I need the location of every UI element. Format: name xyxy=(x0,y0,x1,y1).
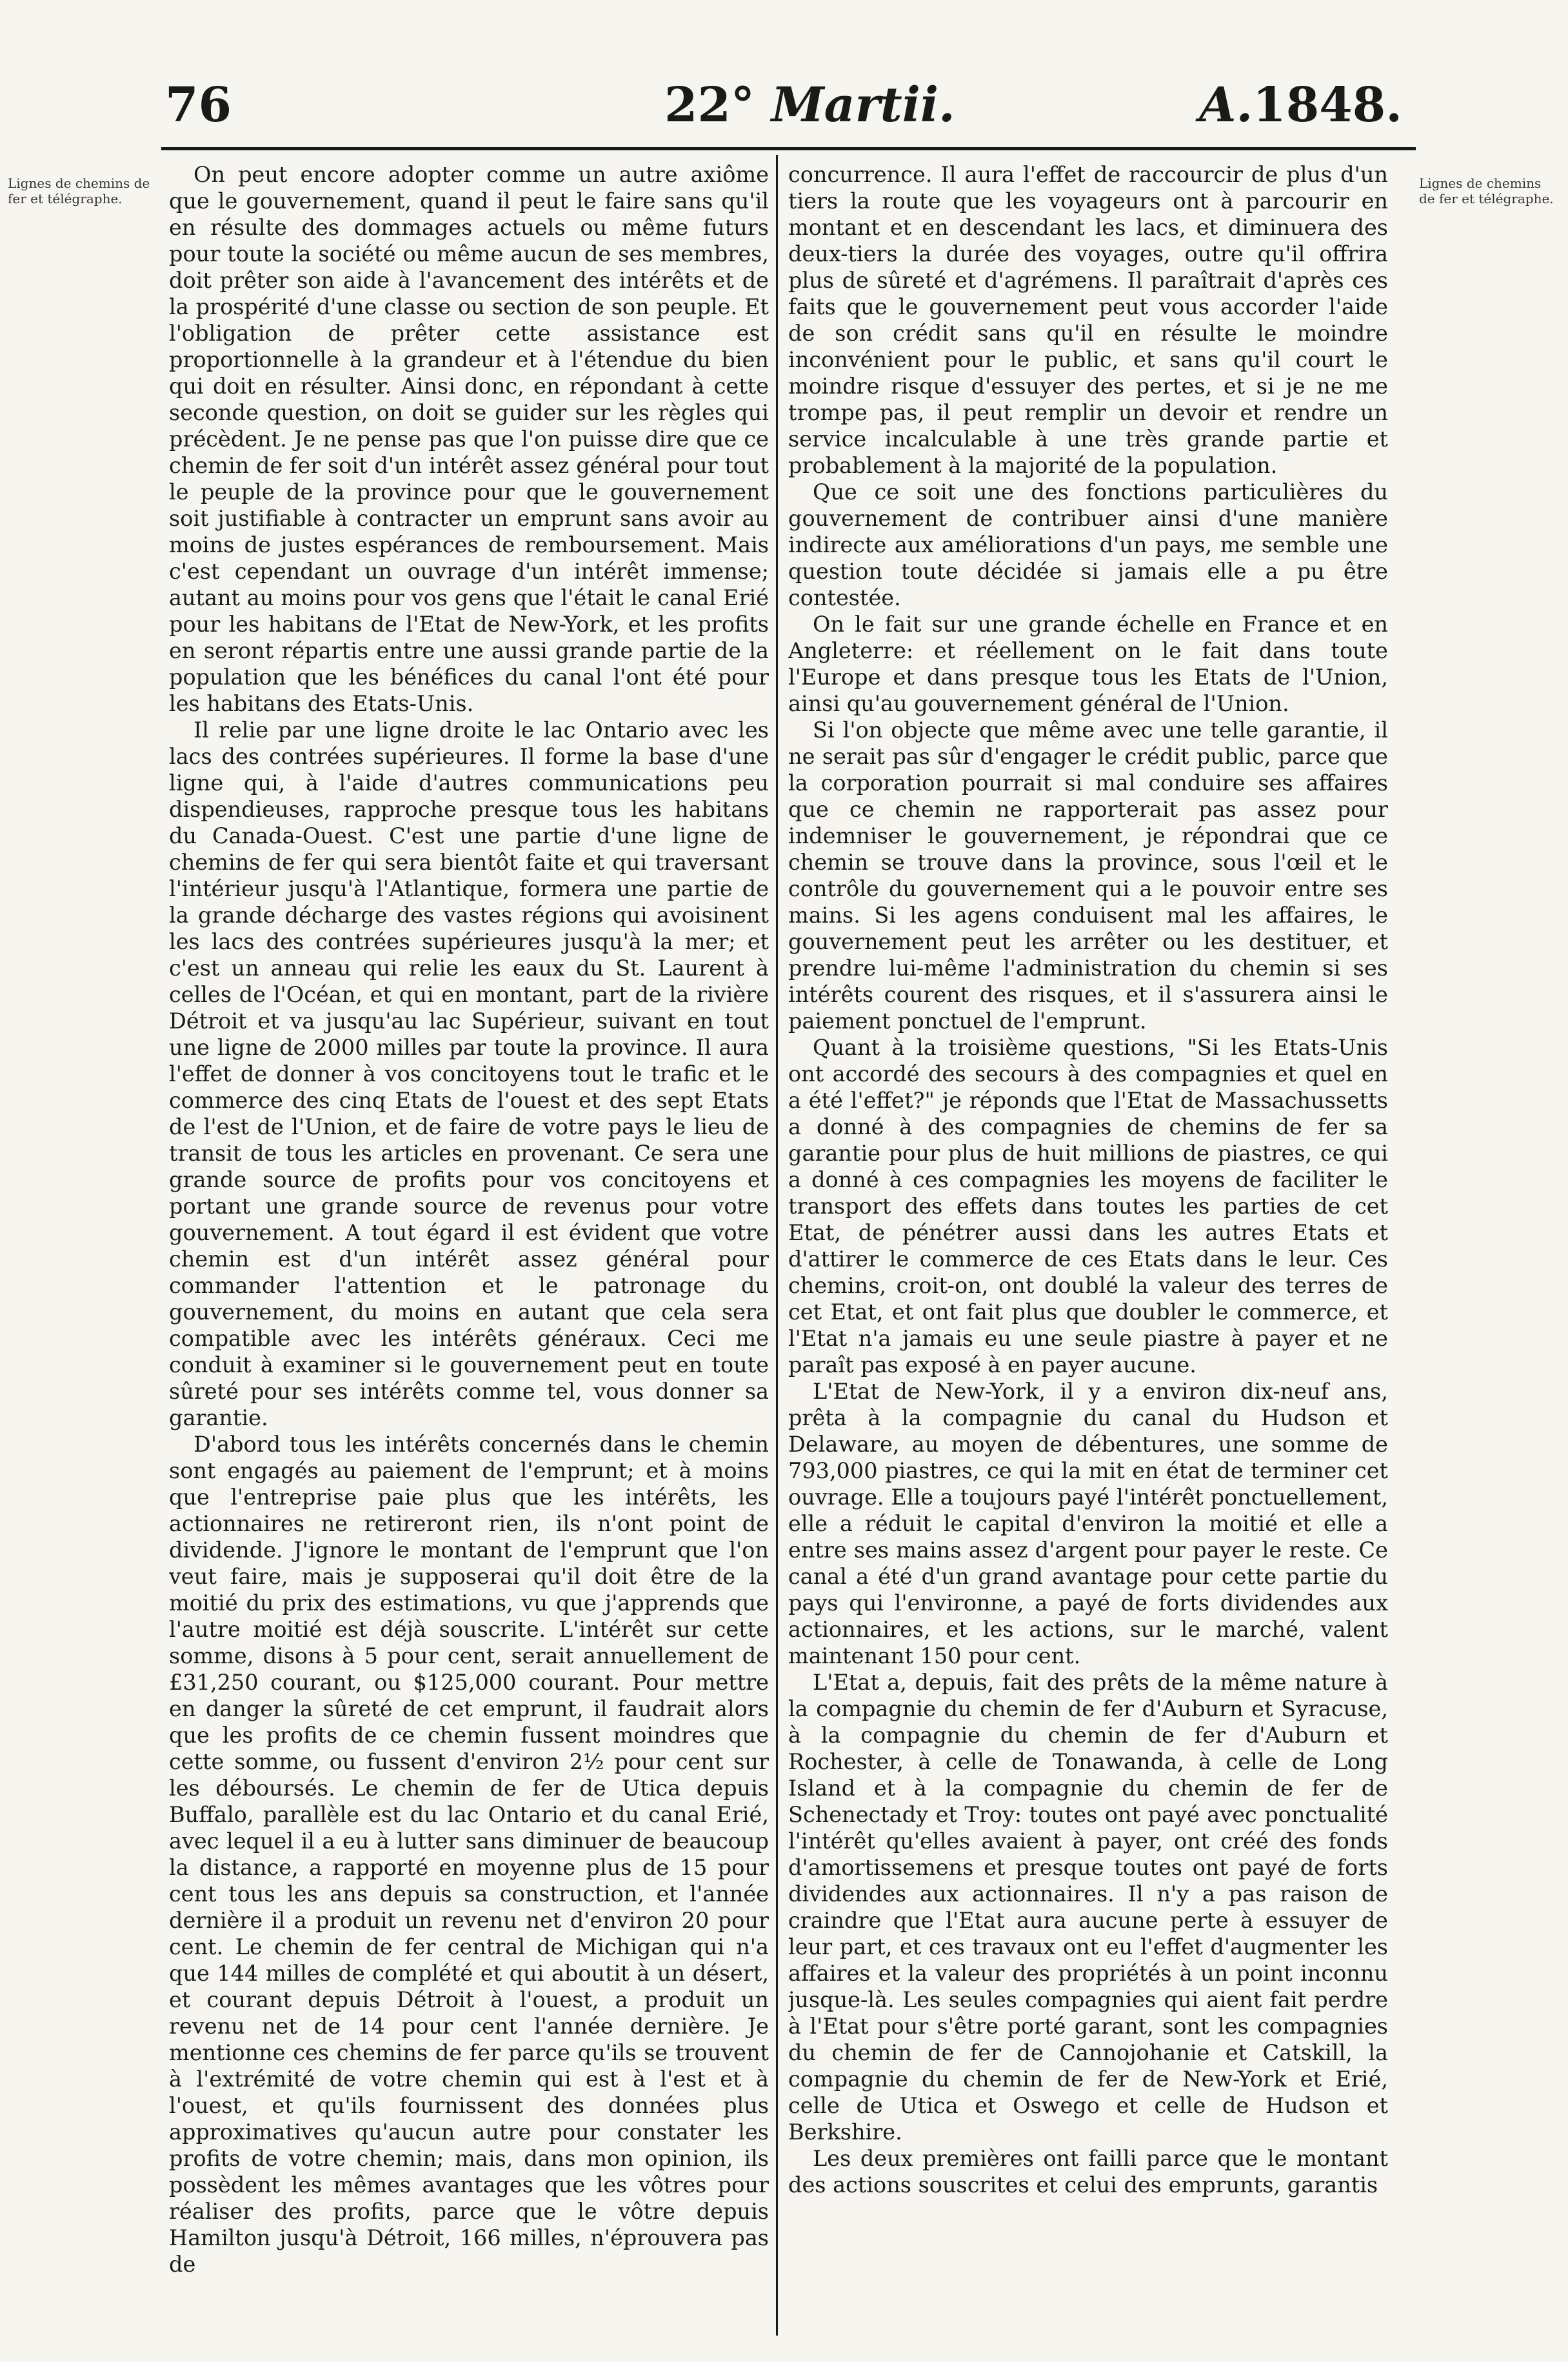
header-date-month: Martii. xyxy=(771,77,955,133)
paragraph: Les deux premières ont failli parce que le montant des actions souscrites et celui des emprunts, garantis xyxy=(788,2146,1388,2197)
paragraph: On le fait sur une grande échelle en France et en Angleterre: et réellement on le fait dans toute l'Europe et dans presque tous les Etats de l'Union, ainsi qu'au gouvernement général de l'Union. xyxy=(788,612,1388,716)
paragraph: concurrence. Il aura l'effet de raccourcir de plus d'un tiers la route que les voyageurs ont à parcourir en montant et en descendant les lacs, et diminuera des deux-tiers la durée des voyages, outre qu'il offrira plus de sûreté et d'agrémens. Il paraîtrait d'après ces faits que le gouvernement peut vous accorder l'aide de son crédit sans qu'il en résulte le moindre inconvénient pour le public, et sans qu'il court le moindre risque d'essuyer des pertes, et si je ne me trompe pas, il peut remplir un devoir et rendre un service incalculable à une très grande partie et probablement à la majorité de la population. xyxy=(788,162,1388,478)
header-year xyxy=(1199,77,1402,133)
paragraph: Quant à la troisième questions, "Si les Etats-Unis ont accordé des secours à des compagnies et quel en a été l'effet?" je réponds que l'Etat de Massachussetts a donné à des compagnies de chemins de fer sa garantie pour plus de huit millions de piastres, ce qui a donné à ces compagnies les moyens de faciliter le transport des effets dans toutes les parties de cet Etat, de pénétrer aussi dans les autres Etats et d'attirer le commerce de ces Etats dans le leur. Ces chemins, croit-on, ont doublé la valeur des terres de cet Etat, et ont fait plus que doubler le commerce, et l'Etat n'a jamais eu une seule piastre à payer et ne paraît pas exposé à en payer aucune. xyxy=(788,1035,1388,1377)
paragraph: Il relie par une ligne droite le lac Ontario avec les lacs des contrées supérieures. Il forme la base d'une ligne qui, à l'aide d'autres communications peu dispendieuses, rapproche presque tous les habitans du Canada-Ouest. C'est une partie d'une ligne de chemins de fer qui sera bientôt faite et qui traversant l'intérieur jusqu'à l'Atlantique, formera une partie de la grande décharge des vastes régions qui avoisinent les lacs des contrées supérieures jusqu'à la mer; et c'est un anneau qui relie les eaux du St. Laurent à celles de l'Océan, et qui en montant, part de la rivière Détroit et va jusqu'au lac Supérieur, suivant en tout une ligne de 2000 milles par toute la province. Il aura l'effet de donner à vos concitoyens tout le trafic et le commerce des cinq Etats de l'ouest et des sept Etats de l'est de l'Union, et de faire de votre pays le lieu de transit de tous les articles en provenant. Ce sera une grande source de profits pour vos concitoyens et portant une grande source de revenus pour votre gouvernement. A tout égard il est évident que votre chemin est d'un intérêt assez général pour commander l'attention et le patronage du gouvernement, du moins en autant que cela sera compatible avec les intérêts généraux. Ceci me conduit à examiner si le gouvernement peut en toute sûreté pour ses intérêts comme tel, vous donner sa garantie. xyxy=(169,717,769,1430)
paragraph: Que ce soit une des fonctions particulières du gouvernement de contribuer ainsi d'une manière indirecte aux améliorations d'un pays, me semble une question toute décidée si jamais elle a pu être contestée. xyxy=(788,479,1388,610)
paragraph: D'abord tous les intérêts concernés dans le chemin sont engagés au paiement de l'emprunt; et à moins que l'entreprise paie plus que les intérêts, les actionnaires ne retireront rien, ils n'ont point de dividende. J'ignore le montant de l'emprunt que l'on veut faire, mais je supposerai qu'il doit être de la moitié du prix des estimations, vu que j'apprends que l'autre moitié est déjà souscrite. L'intérêt sur cette somme, disons à 5 pour cent, serait annuellement de £31,250 courant, ou $125,000 courant. Pour mettre en danger la sûreté de cet emprunt, il faudrait alors que les profits de ce chemin fussent moindres que cette somme, ou fussent d'environ 2½ pour cent sur les déboursés. Le chemin de fer de Utica depuis Buffalo, parallèle est du lac Ontario et du canal Erié, avec lequel il a eu à lutter sans diminuer de beaucoup la distance, a rapporté en moyenne plus de 15 pour cent tous les ans depuis sa construction, et l'année dernière il a produit un revenu net d'environ 20 pour cent. Le chemin de fer central de Michigan qui n'a que 144 milles de complété et qui aboutit à un désert, et courant depuis Détroit à l'ouest, a produit un revenu net de 14 pour cent l'année dernière. Je mentionne ces chemins de fer parce qu'ils se trouvent à l'extrémité de votre chemin qui est à l'est et à l'ouest, et qu'ils fournissent des données plus approximatives qu'aucun autre pour constater les profits de votre chemin; mais, dans mon opinion, ils possèdent les mêmes avantages que les vôtres pour réaliser des profits, parce que le vôtre depuis Hamilton jusqu'à Détroit, 166 milles, n'éprouvera pas de xyxy=(169,1432,769,2277)
paragraph: Si l'on objecte que même avec une telle garantie, il ne serait pas sûr d'engager le crédit public, parce que la corporation pourrait si mal conduire ses affaires que ce chemin ne rapporterait pas assez pour indemniser le gouvernement, je répondrai que ce chemin se trouve dans la province, sous l'œil et le contrôle du gouvernement qui a le pouvoir entre ses mains. Si les agens conduisent mal les affaires, le gouvernement peut les arrêter ou les destituer, et prendre lui-même l'administration du chemin si ses intérêts courent des risques, et il s'assurera ainsi le paiement ponctuel de l'emprunt. xyxy=(788,717,1388,1034)
paragraph: L'Etat a, depuis, fait des prêts de la même nature à la compagnie du chemin de fer d'Auburn et Syracuse, à la compagnie du chemin de fer d'Auburn et Rochester, à celle de Tonawanda, à celle de Long Island et à la compagnie du chemin de fer de Schenectady et Troy: toutes ont payé avec ponctualité l'intérêt qu'elles avaient à payer, ont créé des fonds d'amortissemens et presque toutes ont payé de forts dividendes aux actionnaires. Il n'y a pas raison de craindre que l'Etat aura aucune perte à essuyer de leur part, et ces travaux ont eu l'effet d'augmenter les affaires et la valeur des propriétés à un point inconnu jusque-là. Les seules compagnies qui aient fait perdre à l'Etat pour s'être porté garant, sont les compagnies du chemin de fer de Cannojohanie et Catskill, la compagnie du chemin de fer de New-York et Erié, celle de Utica et Oswego et celle de Hudson et Berkshire. xyxy=(788,1670,1388,2145)
page-number: 76 xyxy=(165,77,232,133)
header-year-number: 1848. xyxy=(1253,77,1402,133)
left-column xyxy=(169,161,769,2342)
header-year-prefix: A. xyxy=(1199,77,1253,133)
margin-note-right: Lignes de chemins de fer et télégraphe. xyxy=(1419,175,1554,206)
page-header xyxy=(155,77,1413,148)
column-divider xyxy=(776,155,778,2336)
right-column xyxy=(788,161,1388,2342)
margin-note-left: Lignes de chemins de fer et télégraphe. xyxy=(8,175,150,206)
header-rule xyxy=(161,147,1416,150)
paragraph: L'Etat de New-York, il y a environ dix-neuf ans, prêta à la compagnie du canal du Hudson et Delaware, au moyen de débentures, une somme de 793,000 piastres, ce qui la mit en état de terminer cet ouvrage. Elle a toujours payé l'intérêt ponctuellement, elle a réduit le capital d'environ la moitié et elle a entre ses mains assez d'argent pour payer le reste. Ce canal a été d'un grand avantage pour cette partie du pays qui l'environne, a payé de forts dividendes aux actionnaires, et les actions, sur le marché, valent maintenant 150 pour cent. xyxy=(788,1379,1388,1668)
paragraph: On peut encore adopter comme un autre axiôme que le gouvernement, quand il peut le faire sans qu'il en résulte des dommages actuels ou même futurs pour toute la société ou même aucun de ses membres, doit prêter son aide à l'avancement des intérêts et de la prospérité d'une classe ou section de son peuple. Et l'obligation de prêter cette assistance est proportionnelle à la grandeur et à l'étendue du bien qui doit en résulter. Ainsi donc, en répondant à cette seconde question, on doit se guider sur les règles qui précèdent. Je ne pense pas que l'on puisse dire que ce chemin de fer soit d'un intérêt assez général pour tout le peuple de la province pour que le gouvernement soit justifiable à contracter un emprunt sans avoir au moins de justes espérances de remboursement. Mais c'est cependant un ouvrage d'un intérêt immense; autant au moins pour vos gens que l'était le canal Erié pour les habitans de l'Etat de New-York, et les profits en seront répartis entre une aussi grande partie de la population que les bénéfices du canal l'ont été pour les habitans des Etats-Unis. xyxy=(169,162,769,716)
header-date-day: 22° xyxy=(664,77,755,133)
header-date xyxy=(664,77,955,133)
